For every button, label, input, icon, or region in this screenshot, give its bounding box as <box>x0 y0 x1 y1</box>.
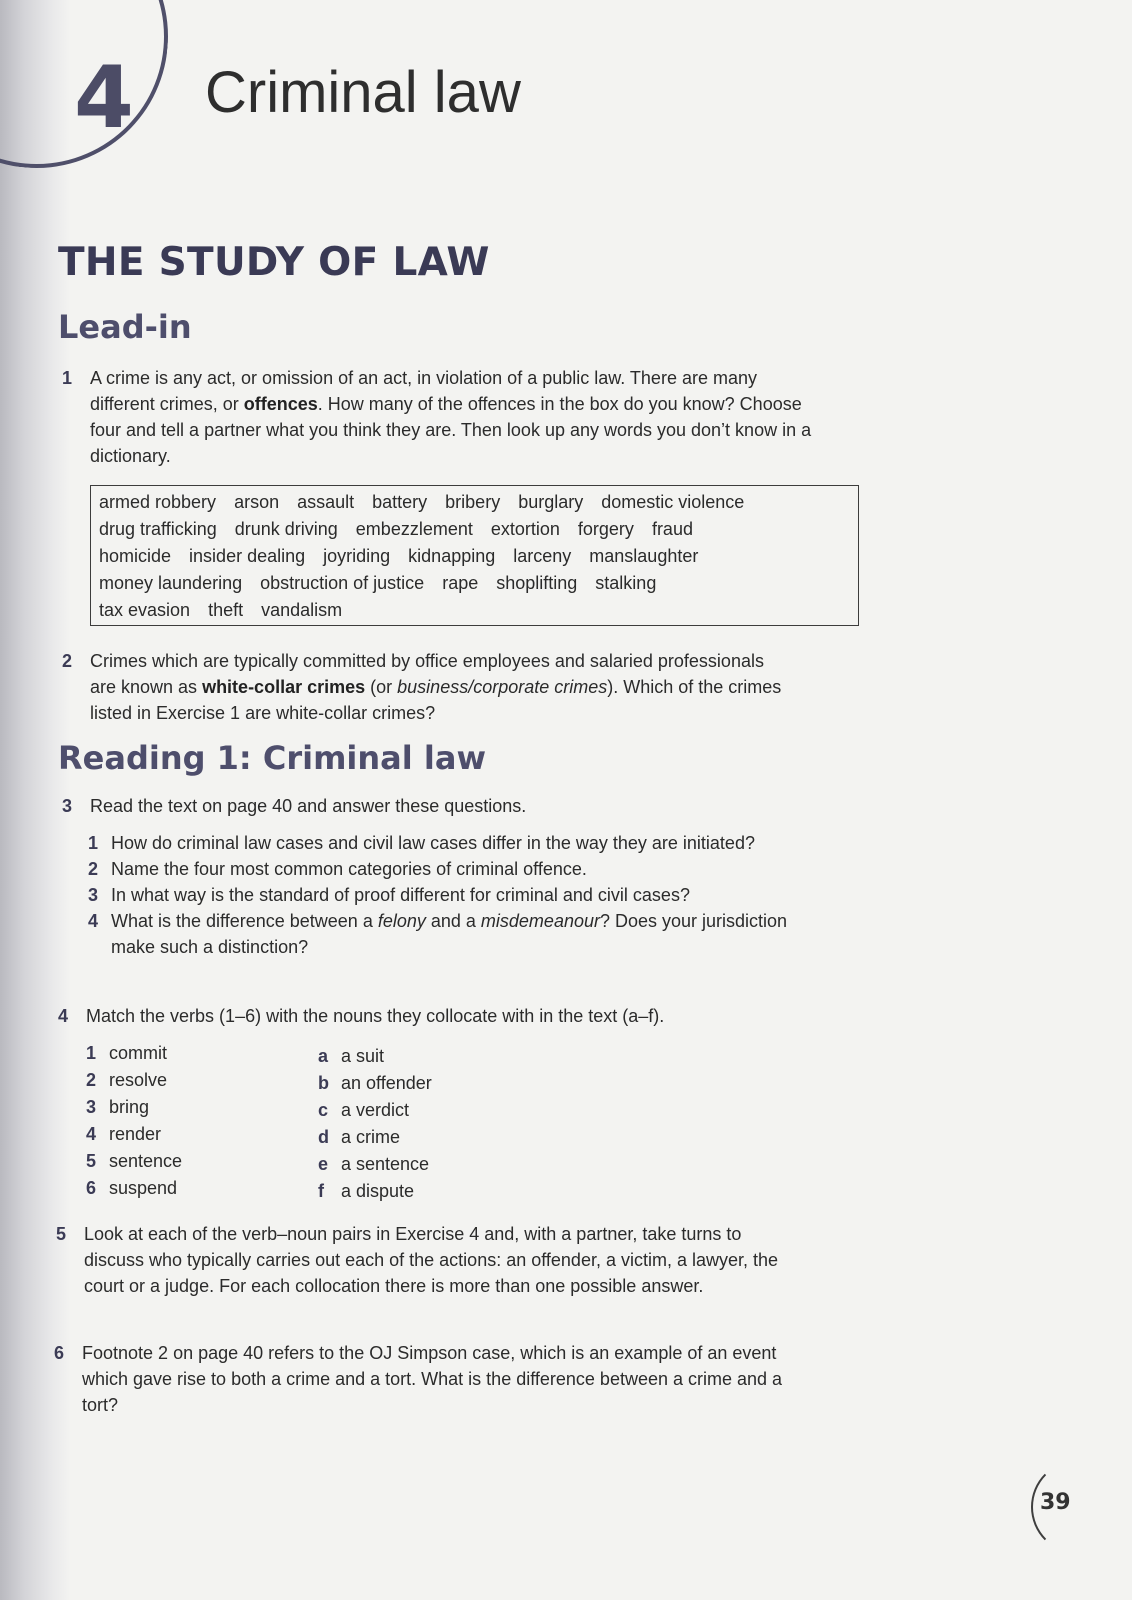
exercise-3-questions <box>88 830 788 960</box>
exercise-3 <box>62 793 802 819</box>
page-number: 39 <box>1040 1490 1071 1515</box>
offence-item: rape <box>442 573 479 593</box>
offence-item: burglary <box>518 492 584 512</box>
offences-box <box>90 485 859 626</box>
exercise-2 <box>62 648 782 726</box>
noun-item: c a verdict <box>318 1100 410 1120</box>
verb-item: 4 render <box>86 1124 162 1144</box>
offence-item: extortion <box>490 519 560 539</box>
key-term: white-collar crimes <box>202 677 366 697</box>
reading-heading: Reading 1: Criminal law <box>58 739 486 777</box>
noun-item: b an offender <box>318 1073 432 1093</box>
offences-row <box>99 516 850 543</box>
verb-item: 2 resolve <box>86 1070 168 1090</box>
offence-item: fraud <box>651 519 693 539</box>
exercise-5 <box>56 1221 786 1299</box>
exercise-text: Read the text on page 40 and answer these questions. <box>90 796 527 816</box>
verbs-list <box>86 1040 182 1202</box>
offence-item: drunk driving <box>234 519 338 539</box>
offence-item: obstruction of justice <box>260 573 425 593</box>
offence-item: bribery <box>445 492 501 512</box>
verb-item: 5 sentence <box>86 1151 183 1171</box>
noun-item: d a crime <box>318 1127 401 1147</box>
verb-item: 3 bring <box>86 1097 150 1117</box>
offence-item: joyriding <box>323 546 391 566</box>
offence-item: manslaughter <box>589 546 699 566</box>
exercise-text: Look at each of the verb–noun pairs in Exercise 4 and, with a partner, take turns to discuss who typically carries out each of the actions: an offender, a victim, a lawyer, the court or a judge. For each collocation there is more than one possible answer. <box>84 1224 779 1296</box>
offences-row <box>99 597 850 624</box>
offences-row <box>99 570 850 597</box>
question-item: 3 In what way is the standard of proof different for criminal and civil cases? <box>88 885 690 905</box>
exercise-number: 2 <box>62 651 73 671</box>
noun-item: a a suit <box>318 1046 385 1066</box>
offences-row <box>99 543 850 570</box>
offence-item: money laundering <box>99 573 243 593</box>
exercise-text: Match the verbs (1–6) with the nouns they collocate with in the text (a–f). <box>86 1006 665 1026</box>
offence-item: arson <box>234 492 280 512</box>
chapter-title: Criminal law <box>205 60 521 125</box>
exercise-number: 5 <box>56 1224 67 1244</box>
offence-item: insider dealing <box>189 546 306 566</box>
exercise-text: Footnote 2 on page 40 refers to the OJ Simpson case, which is an example of an event which gave rise to both a crime and a tort. What is the difference between a crime and a tort? <box>82 1343 783 1415</box>
noun-item: e a sentence <box>318 1154 430 1174</box>
question-item: 1 How do criminal law cases and civil law cases differ in the way they are initiated? <box>88 833 755 853</box>
offence-item: theft <box>208 600 244 620</box>
exercise-text: A crime is any act, or omission of an act, in violation of a public law. There are many different crimes, or offences. How many of the offences in the box do you know? Choose four and tell a partner what you think they are. Then look up any words you don’t know in a dictionary. <box>90 368 812 466</box>
offence-item: assault <box>297 492 355 512</box>
exercise-number: 3 <box>62 796 73 816</box>
offence-item: armed robbery <box>99 492 217 512</box>
offences-row <box>99 489 850 516</box>
exercise-4 <box>58 1003 818 1029</box>
question-item: 2 Name the four most common categories of criminal offence. <box>88 859 587 879</box>
noun-item: f a dispute <box>318 1181 415 1201</box>
offence-item: vandalism <box>261 600 343 620</box>
offence-item: homicide <box>99 546 172 566</box>
italic-term: business/corporate crimes <box>397 677 608 697</box>
offence-item: tax evasion <box>99 600 191 620</box>
verb-item: 1 commit <box>86 1043 167 1063</box>
offence-item: shoplifting <box>496 573 578 593</box>
chapter-number: 4 <box>74 48 134 148</box>
offence-item: larceny <box>513 546 572 566</box>
key-term: offences <box>243 394 318 414</box>
nouns-list <box>318 1043 432 1205</box>
offence-item: embezzlement <box>355 519 473 539</box>
offence-item: stalking <box>595 573 657 593</box>
exercise-number: 6 <box>54 1343 65 1363</box>
exercise-number: 1 <box>62 368 73 388</box>
exercise-text: Crimes which are typically committed by office employees and salaried professionals are known as white-collar crimes (or business/corporate crimes). Which of the crimes listed in Exercise 1 are white-collar crimes? <box>90 651 782 723</box>
question-item: 4 What is the difference between a felony and a misdemeanour? Does your jurisdiction make such a distinction? <box>88 911 788 957</box>
exercise-1 <box>62 365 822 469</box>
offence-item: domestic violence <box>601 492 745 512</box>
lead-in-heading: Lead-in <box>58 308 192 346</box>
offence-item: kidnapping <box>408 546 496 566</box>
offence-item: drug trafficking <box>99 519 217 539</box>
exercise-6 <box>54 1340 794 1418</box>
exercise-number: 4 <box>58 1006 69 1026</box>
verb-item: 6 suspend <box>86 1178 178 1198</box>
offence-item: battery <box>372 492 428 512</box>
offence-item: forgery <box>577 519 634 539</box>
section-heading: THE STUDY OF LAW <box>58 240 490 285</box>
